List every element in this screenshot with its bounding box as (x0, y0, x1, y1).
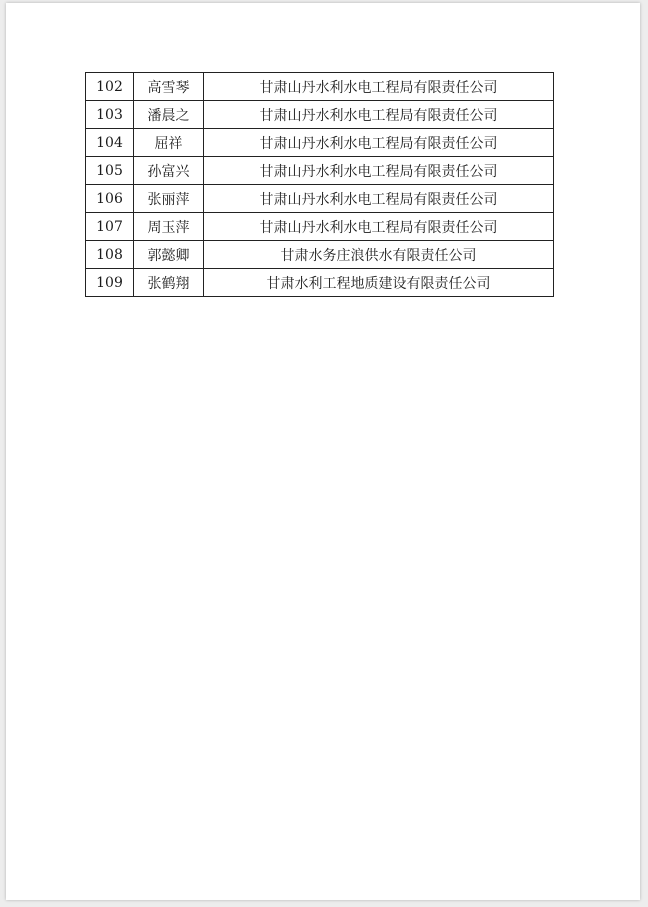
table-row (86, 213, 554, 241)
organization-name: 甘肃山丹水利水电工程局有限责任公司 (204, 101, 554, 129)
row-number: 103 (86, 101, 134, 129)
organization-name: 甘肃山丹水利水电工程局有限责任公司 (204, 73, 554, 101)
table-row (86, 185, 554, 213)
row-number: 106 (86, 185, 134, 213)
table-row (86, 101, 554, 129)
row-number: 105 (86, 157, 134, 185)
table-row (86, 241, 554, 269)
person-name: 潘晨之 (134, 101, 204, 129)
person-name: 孙富兴 (134, 157, 204, 185)
table-row (86, 129, 554, 157)
person-name: 郭懿卿 (134, 241, 204, 269)
row-number: 102 (86, 73, 134, 101)
organization-name: 甘肃水务庄浪供水有限责任公司 (204, 241, 554, 269)
person-name: 屈祥 (134, 129, 204, 157)
person-name: 张鹤翔 (134, 269, 204, 297)
row-number: 109 (86, 269, 134, 297)
document-page (6, 3, 640, 900)
row-number: 104 (86, 129, 134, 157)
organization-name: 甘肃山丹水利水电工程局有限责任公司 (204, 129, 554, 157)
organization-name: 甘肃水利工程地质建设有限责任公司 (204, 269, 554, 297)
person-name: 周玉萍 (134, 213, 204, 241)
row-number: 108 (86, 241, 134, 269)
table-row (86, 157, 554, 185)
organization-name: 甘肃山丹水利水电工程局有限责任公司 (204, 185, 554, 213)
roster-table (85, 72, 554, 297)
organization-name: 甘肃山丹水利水电工程局有限责任公司 (204, 213, 554, 241)
row-number: 107 (86, 213, 134, 241)
table-row (86, 73, 554, 101)
organization-name: 甘肃山丹水利水电工程局有限责任公司 (204, 157, 554, 185)
person-name: 张丽萍 (134, 185, 204, 213)
person-name: 高雪琴 (134, 73, 204, 101)
table-row (86, 269, 554, 297)
